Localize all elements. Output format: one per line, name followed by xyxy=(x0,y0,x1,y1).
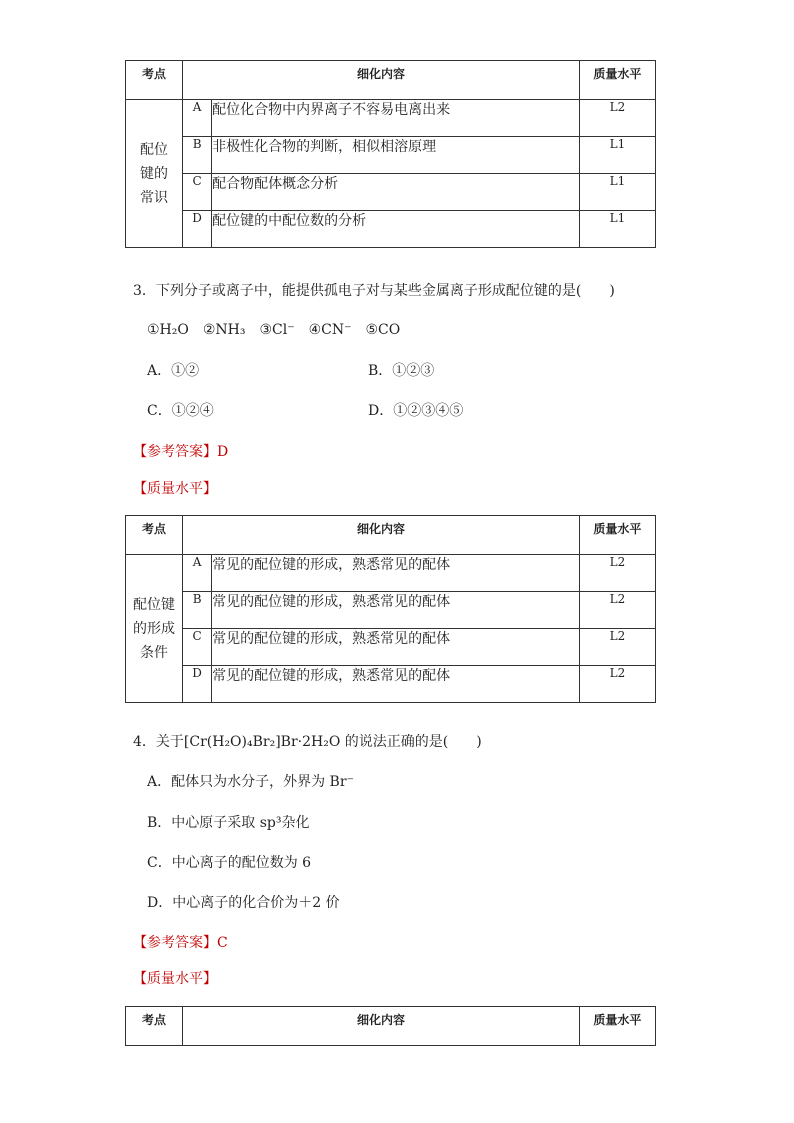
row-level: L1 xyxy=(579,137,655,174)
row-level: L1 xyxy=(579,174,655,211)
answer-label: 【参考答案】 xyxy=(133,935,217,951)
row-letter: C xyxy=(183,629,212,666)
question-3-species: ①H₂O ②NH₃ ③Cl⁻ ④CN⁻ ⑤CO xyxy=(147,322,401,338)
row-letter: A xyxy=(183,555,212,592)
row-content: 配合物配体概念分析 xyxy=(212,174,580,211)
topic-cell: 配位键的常识 xyxy=(126,100,183,248)
header-level: 质量水平 xyxy=(579,1007,655,1046)
option-b: B．中心原子采取 sp³杂化 xyxy=(147,815,310,831)
header-level: 质量水平 xyxy=(579,516,655,555)
row-letter: B xyxy=(183,592,212,629)
quality-table-3 xyxy=(125,1006,656,1046)
row-letter: A xyxy=(183,100,212,137)
option-d: D．中心离子的化合价为＋2 价 xyxy=(147,895,340,911)
answer-line xyxy=(133,442,228,462)
topic-cell: 配位键的形成条件 xyxy=(126,555,183,703)
answer-line xyxy=(133,933,228,953)
quality-table-1 xyxy=(125,60,656,248)
header-topic: 考点 xyxy=(126,516,183,555)
row-level: L2 xyxy=(579,100,655,137)
row-content: 常见的配位键的形成，熟悉常见的配体 xyxy=(212,666,580,703)
header-level: 质量水平 xyxy=(579,61,655,100)
question-3-stem: 3．下列分子或离子中，能提供孤电子对与某些金属离子形成配位键的是( ) xyxy=(133,283,615,299)
header-topic: 考点 xyxy=(126,61,183,100)
row-level: L2 xyxy=(579,592,655,629)
option-a: A．配体只为水分子，外界为 Br⁻ xyxy=(147,774,354,790)
row-content: 配位键的中配位数的分析 xyxy=(212,211,580,248)
option-b: B．①②③ xyxy=(368,363,435,379)
header-content: 细化内容 xyxy=(183,1007,580,1046)
row-content: 常见的配位键的形成，熟悉常见的配体 xyxy=(212,555,580,592)
row-letter: D xyxy=(183,666,212,703)
row-level: L2 xyxy=(579,629,655,666)
option-c: C．①②④ xyxy=(147,403,214,419)
header-content: 细化内容 xyxy=(183,61,580,100)
row-letter: D xyxy=(183,211,212,248)
answer-label: 【参考答案】 xyxy=(133,444,217,460)
row-level: L2 xyxy=(579,666,655,703)
quality-label: 【质量水平】 xyxy=(133,971,217,987)
row-content: 常见的配位键的形成，熟悉常见的配体 xyxy=(212,592,580,629)
row-letter: C xyxy=(183,174,212,211)
answer-value: C xyxy=(217,935,228,951)
row-level: L1 xyxy=(579,211,655,248)
row-content: 常见的配位键的形成，熟悉常见的配体 xyxy=(212,629,580,666)
quality-table-2 xyxy=(125,515,656,703)
row-letter: B xyxy=(183,137,212,174)
row-level: L2 xyxy=(579,555,655,592)
option-d: D．①②③④⑤ xyxy=(368,403,464,419)
quality-label: 【质量水平】 xyxy=(133,481,217,497)
row-content: 配位化合物中内界离子不容易电离出来 xyxy=(212,100,580,137)
header-content: 细化内容 xyxy=(183,516,580,555)
question-4-stem: 4．关于[Cr(H₂O)₄Br₂]Br·2H₂O 的说法正确的是( ) xyxy=(133,734,482,750)
header-topic: 考点 xyxy=(126,1007,183,1046)
option-c: C．中心离子的配位数为 6 xyxy=(147,855,312,871)
row-content: 非极性化合物的判断，相似相溶原理 xyxy=(212,137,580,174)
option-a: A．①② xyxy=(147,363,200,379)
answer-value: D xyxy=(217,444,229,460)
